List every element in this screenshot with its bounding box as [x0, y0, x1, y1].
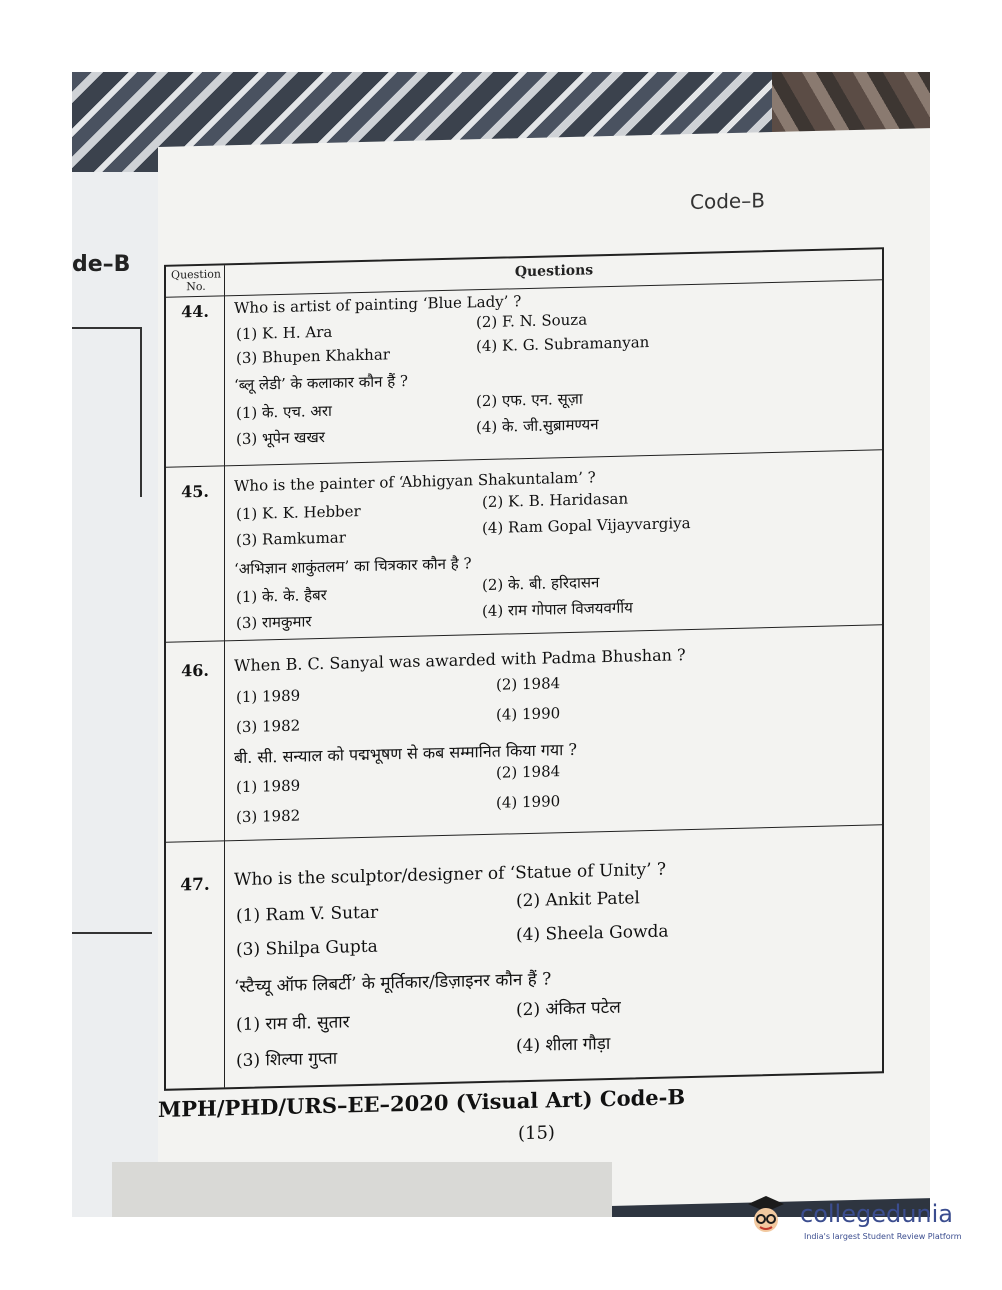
question-number: 47. — [180, 874, 210, 896]
question-text-hi: बी. सी. सन्याल को पद्मभूषण से कब सम्मानित किया गया ? — [234, 739, 577, 768]
page-code: Code–B — [690, 188, 765, 214]
question-text-hi: ‘स्टैच्यू ऑफ लिबर्टी’ के मूर्तिकार/डिज़ाइनर कौन हैं ? — [234, 969, 552, 998]
questions-header: Questions — [514, 262, 594, 281]
page-bottom-strip — [112, 1162, 612, 1217]
question-47 — [166, 824, 882, 1086]
option-2-hi: (2) अंकित पटेल — [516, 997, 621, 1021]
option-2-hi: (2) एफ. एन. सूज़ा — [476, 389, 583, 411]
option-1-hi: (1) के. के. हैबर — [236, 585, 327, 607]
left-page-rule — [72, 327, 142, 329]
question-46 — [166, 624, 882, 842]
question-text-hi: ‘अभिज्ञान शाकुंतलम’ का चित्रकार कौन है ? — [234, 554, 472, 579]
exam-footer: MPH/PHD/URS–EE–2020 (Visual Art) Code-B — [158, 1084, 686, 1122]
option-4: (4) 1990 — [496, 704, 561, 724]
option-2: (2) Ankit Patel — [516, 888, 640, 912]
question-44 — [166, 279, 882, 467]
option-3: (3) 1982 — [236, 716, 301, 737]
option-4-hi: (4) शीला गौड़ा — [516, 1033, 611, 1057]
question-number: 45. — [181, 481, 209, 502]
option-2: (2) F. N. Souza — [476, 310, 588, 332]
left-page-rule-vertical — [140, 327, 142, 497]
option-4-hi: (4) के. जी.सुब्रामण्यन — [476, 415, 599, 437]
option-2: (2) 1984 — [496, 674, 561, 694]
question-text-en: Who is artist of painting ‘Blue Lady’ ? — [234, 292, 522, 318]
option-1: (1) K. K. Hebber — [236, 502, 361, 524]
question-text-en: When B. C. Sanyal was awarded with Padma Bhushan ? — [234, 645, 686, 676]
option-3: (3) Ramkumar — [236, 528, 346, 550]
option-1-hi: (1) 1989 — [236, 776, 301, 797]
option-3-hi: (3) भूपेन खखर — [236, 427, 325, 449]
question-number: 46. — [181, 660, 209, 681]
question-45 — [166, 449, 882, 642]
option-3-hi: (3) रामकुमार — [236, 612, 312, 633]
option-4-hi: (4) 1990 — [496, 792, 561, 812]
option-3-hi: (3) 1982 — [236, 806, 301, 827]
option-4: (4) Ram Gopal Vijayvargiya — [482, 513, 691, 538]
option-1: (1) 1989 — [236, 686, 301, 707]
question-text-en: Who is the sculptor/designer of ‘Statue of Unity’ ? — [234, 859, 667, 891]
question-no-header: Question No. — [171, 267, 221, 294]
question-text-en: Who is the painter of ‘Abhigyan Shakuntalam’ ? — [234, 468, 596, 496]
watermark-tagline: India's largest Student Review Platform — [804, 1232, 962, 1241]
watermark-brand: collegedunia — [800, 1200, 954, 1228]
page-number: (15) — [518, 1122, 555, 1145]
left-page-rule-bottom — [72, 932, 152, 934]
option-1: (1) Ram V. Sutar — [236, 902, 379, 927]
collegedunia-watermark — [744, 1190, 974, 1250]
question-number: 44. — [181, 301, 209, 322]
option-3-hi: (3) शिल्पा गुप्ता — [236, 1048, 338, 1072]
option-3: (3) Shilpa Gupta — [236, 936, 378, 961]
option-1-hi: (1) राम वी. सुतार — [236, 1012, 350, 1036]
option-4: (4) Sheela Gowda — [516, 921, 669, 946]
option-2-hi: (2) 1984 — [496, 762, 561, 782]
left-page-code: de–B — [72, 252, 131, 277]
option-2-hi: (2) के. बी. हरिदासन — [482, 573, 600, 595]
question-text-hi: ‘ब्लू लेडी’ के कलाकार कौन हैं ? — [234, 371, 408, 395]
option-3: (3) Bhupen Khakhar — [236, 345, 390, 368]
option-2: (2) K. B. Haridasan — [482, 489, 629, 512]
option-4: (4) K. G. Subramanyan — [476, 332, 650, 356]
question-table — [164, 247, 884, 1091]
option-1-hi: (1) के. एच. अरा — [236, 401, 332, 423]
option-4-hi: (4) राम गोपाल विजयवर्गीय — [482, 598, 633, 621]
exam-page — [158, 128, 930, 1217]
mascot-icon — [744, 1194, 788, 1238]
option-1: (1) K. H. Ara — [236, 322, 333, 344]
photo-background — [72, 72, 930, 1217]
